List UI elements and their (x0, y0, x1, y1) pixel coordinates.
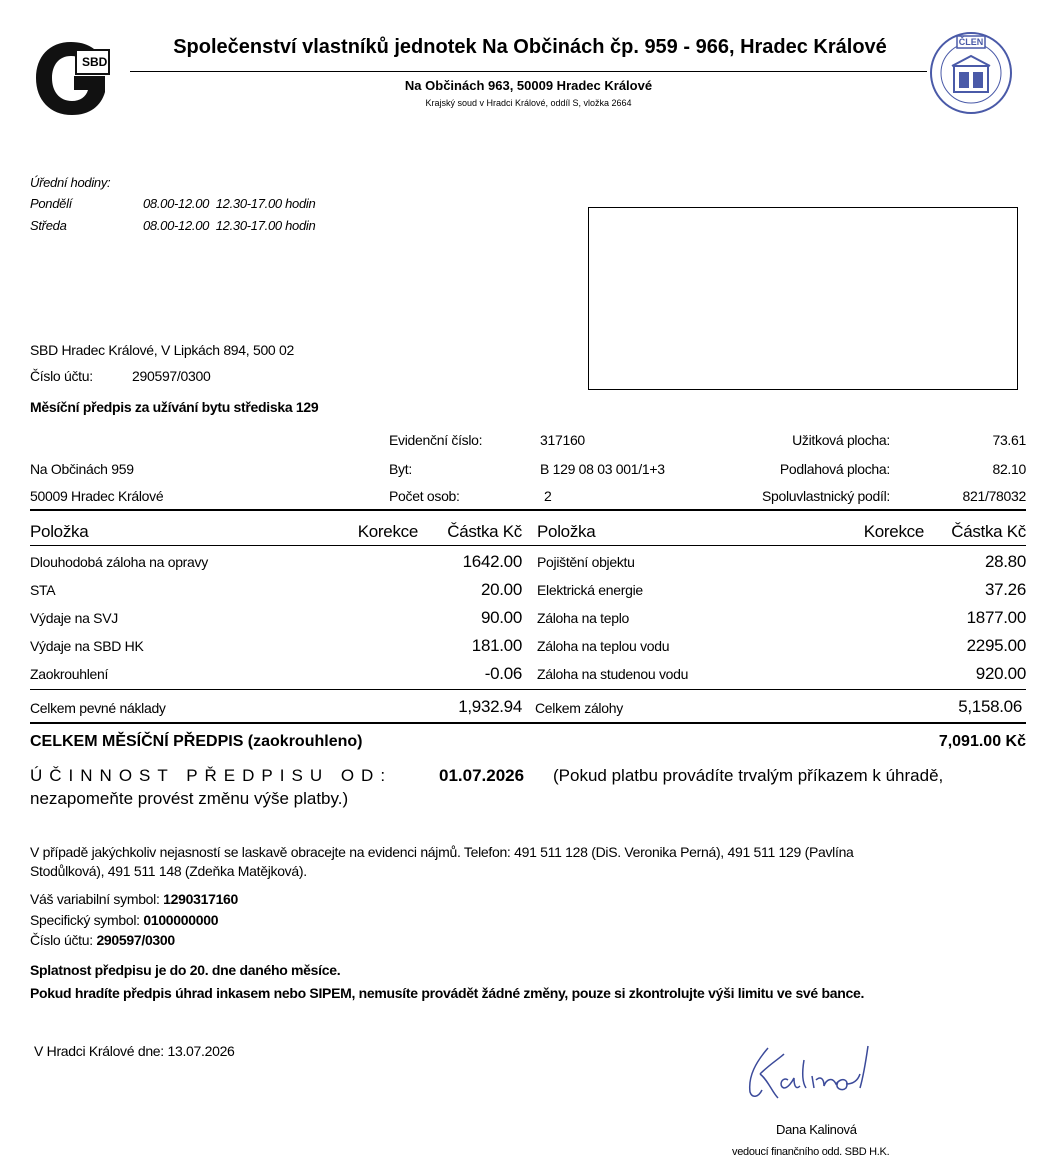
header-title: Společenství vlastníků jednotek Na Občinách čp. 959 - 966, Hradec Králové (173, 36, 887, 58)
right-row-3-name: Záloha na teplo (537, 610, 630, 626)
table-top-rule (30, 509, 1026, 511)
acc-row (30, 932, 175, 948)
vs-row (30, 891, 238, 907)
ss-row (30, 912, 218, 928)
member-badge (928, 30, 1014, 116)
header-registry: Krajský soud v Hradci Králové, oddíl S, vložka 2664 (425, 98, 632, 108)
due-line-1: Splatnost předpisu je do 20. dne daného měsíce. (30, 962, 341, 978)
col-item-right: Položka (537, 522, 596, 541)
ss-value: 0100000000 (143, 912, 219, 928)
info-uzit-value: 73.61 (992, 432, 1026, 448)
hours-day-2: Středa (30, 218, 67, 233)
grand-total: 7,091.00 Kč (938, 733, 1026, 750)
info-podl-value: 82.10 (992, 461, 1026, 477)
col-korekce-left: Korekce (357, 522, 418, 541)
effect-label: ÚČINNOST PŘEDPISU OD: (30, 766, 393, 785)
right-row-2-amount: 37.26 (984, 580, 1026, 599)
right-row-2-name: Elektrická energie (537, 582, 643, 598)
sender-account: 290597/0300 (132, 368, 211, 384)
address-window (588, 207, 1018, 390)
left-row-3-name: Výdaje na SVJ (30, 610, 118, 626)
left-row-5-name: Zaokrouhlení (30, 666, 109, 682)
left-row-2-amount: 20.00 (480, 580, 522, 599)
info-uzit-label: Užitková plocha: (792, 432, 890, 448)
info-podl-label: Podlahová plocha: (779, 461, 890, 477)
right-row-1-amount: 28.80 (984, 552, 1026, 571)
effect-date: 01.07.2026 (439, 766, 525, 785)
right-row-1-name: Pojištění objektu (537, 554, 635, 570)
info-address2: 50009 Hradec Králové (30, 488, 164, 504)
info-osob-value: 2 (544, 488, 552, 504)
info-byt-label: Byt: (389, 461, 412, 477)
left-row-3-amount: 90.00 (480, 608, 522, 627)
info-byt-value: B 129 08 03 001/1+3 (540, 461, 665, 477)
sender-account-label: Číslo účtu: (30, 368, 93, 384)
left-row-5-amount: -0.06 (484, 664, 522, 683)
right-row-5-name: Záloha na studenou vodu (537, 666, 689, 682)
effect-note-2: nezapomeňte provést změnu výše platby.) (30, 789, 349, 808)
info-osob-label: Počet osob: (389, 488, 460, 504)
col-item-left: Položka (30, 522, 89, 541)
right-row-4-name: Záloha na teplou vodu (537, 638, 670, 654)
hours-time-2: 08.00-12.00 12.30-17.00 hodin (143, 218, 316, 233)
col-castka-left: Částka Kč (447, 522, 522, 541)
contact-line-2: Stodůlková), 491 511 148 (Zdeňka Matějková). (30, 863, 307, 879)
sbd-logo (30, 38, 112, 118)
hours-day-1: Pondělí (30, 196, 72, 211)
info-spol-value: 821/78032 (962, 488, 1026, 504)
sbd-logo-icon (30, 38, 112, 118)
acc-value: 290597/0300 (96, 932, 175, 948)
info-spol-label: Spoluvlastnický podíl: (761, 488, 890, 504)
contact-line-1: V případě jakýchkoliv nejasností se laskavě obracejte na evidenci nájmů. Telefon: 491 511 128 (DiS. Veronika Perná), 491 511 129 (Pavlína (30, 844, 854, 860)
hours-time-1: 08.00-12.00 12.30-17.00 hodin (143, 196, 316, 211)
vs-value: 1290317160 (163, 891, 239, 907)
info-ev-value: 317160 (540, 432, 585, 448)
info-ev-label: Evidenční číslo: (389, 432, 483, 448)
right-row-3-amount: 1877.00 (966, 608, 1026, 627)
subtotal-rule (30, 689, 1026, 690)
left-row-1-amount: 1642.00 (462, 552, 522, 571)
due-line-2: Pokud hradíte předpis úhrad inkasem nebo SIPEM, nemusíte provádět žádné změny, pouze si zkontrolujte výši limitu ve své bance. (30, 985, 865, 1001)
right-total-label: Celkem zálohy (535, 700, 623, 716)
right-row-5-amount: 920.00 (975, 664, 1026, 683)
place-date: V Hradci Králové dne: 13.07.2026 (34, 1043, 235, 1059)
header-rule (30, 545, 1026, 546)
handwritten-signature (738, 1040, 898, 1104)
col-korekce-right: Korekce (863, 522, 924, 541)
signature-icon (738, 1040, 898, 1104)
ss-label: Specifický symbol: (30, 912, 140, 928)
effect-note-1: (Pokud platbu provádíte trvalým příkazem k úhradě, (553, 766, 944, 785)
header-address: Na Občinách 963, 50009 Hradec Králové (404, 78, 653, 93)
signer-name: Dana Kalinová (776, 1122, 857, 1137)
right-row-4-amount: 2295.00 (966, 636, 1026, 655)
header-divider (130, 71, 927, 72)
right-total: 5,158.06 (958, 697, 1022, 716)
signer-role: vedoucí finančního odd. SBD H.K. (732, 1146, 890, 1158)
grand-total-label: CELKEM MĚSÍČNÍ PŘEDPIS (zaokrouhleno) (30, 733, 363, 750)
col-castka-right: Částka Kč (951, 522, 1026, 541)
left-row-4-name: Výdaje na SBD HK (30, 638, 144, 654)
total-rule (30, 722, 1026, 724)
left-row-4-amount: 181.00 (471, 636, 522, 655)
left-row-1-name: Dlouhodobá záloha na opravy (30, 554, 208, 570)
acc-label: Číslo účtu: (30, 932, 93, 948)
sender-address: SBD Hradec Králové, V Lipkách 894, 500 02 (30, 342, 294, 358)
hours-heading: Úřední hodiny: (30, 175, 111, 190)
logo-text: SBD (82, 55, 108, 69)
document-title: Měsíční předpis za užívání bytu střediska 129 (30, 399, 319, 415)
left-row-2-name: STA (30, 582, 56, 598)
left-total: 1,932.94 (458, 697, 522, 716)
badge-text: ČLEN (958, 37, 984, 47)
info-address1: Na Občinách 959 (30, 461, 134, 477)
vs-label: Váš variabilní symbol: (30, 891, 160, 907)
left-total-label: Celkem pevné náklady (30, 700, 166, 716)
